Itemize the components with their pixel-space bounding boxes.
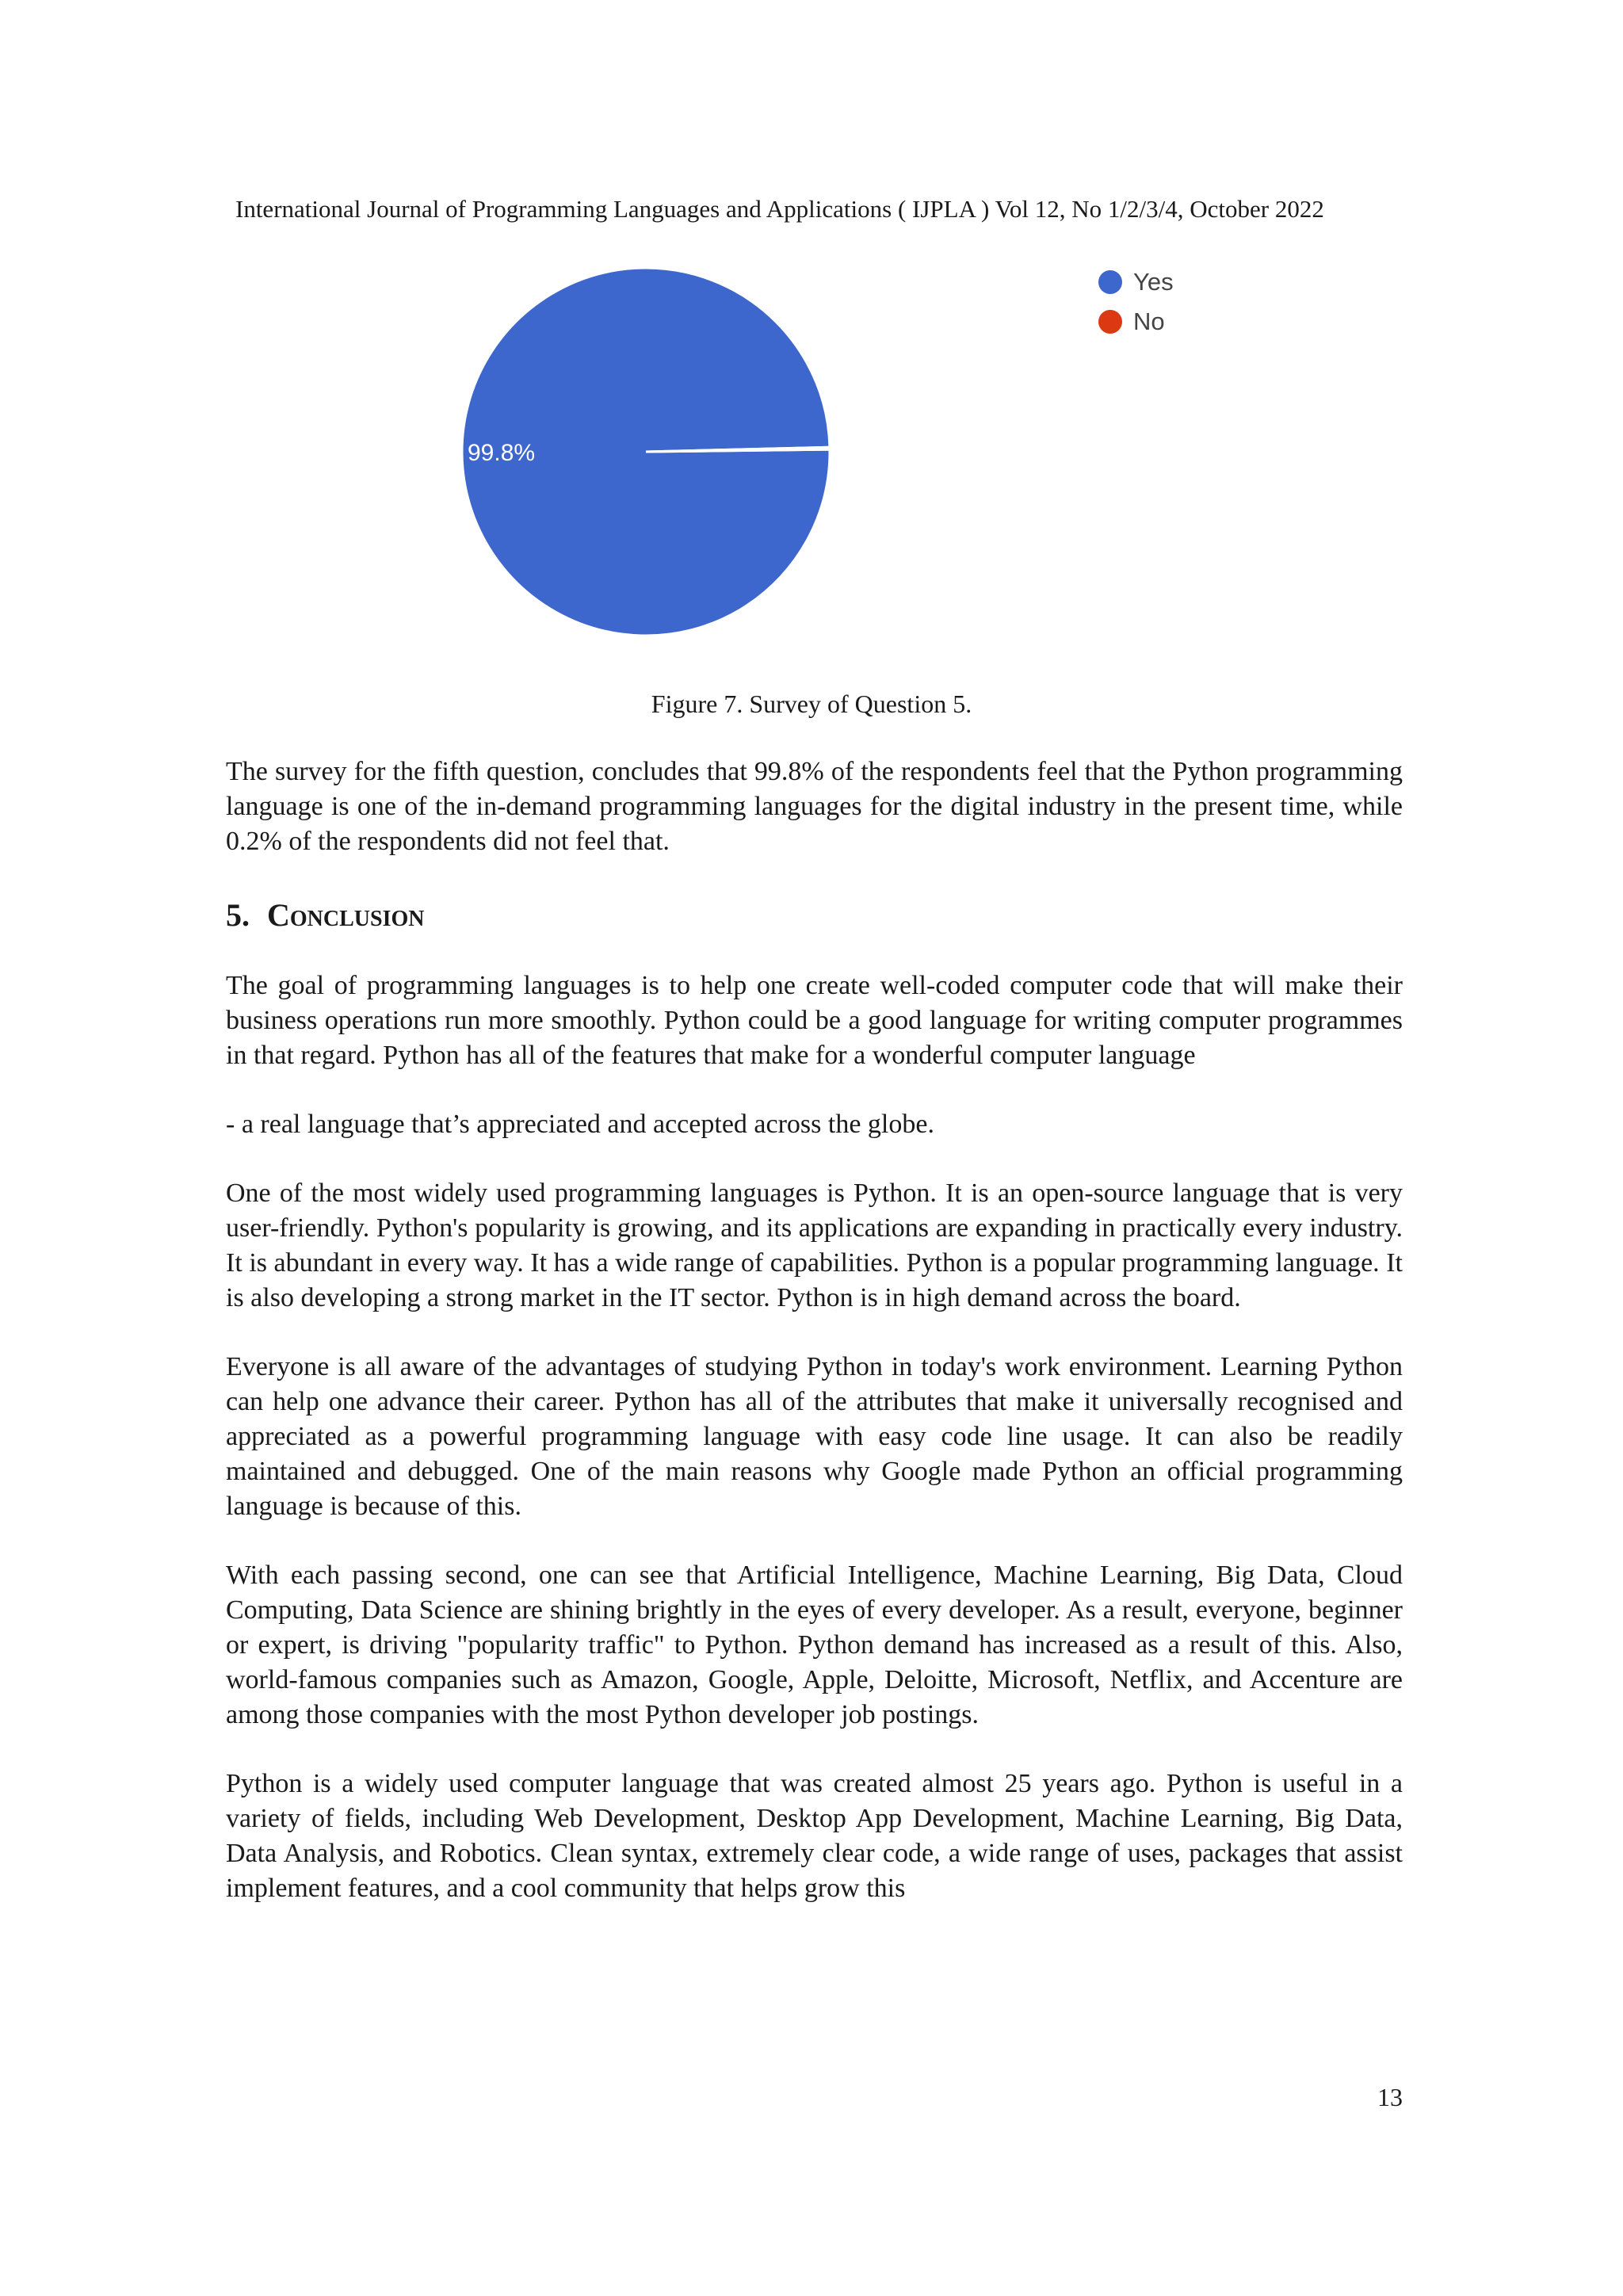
page-number: 13 (1377, 2083, 1403, 2111)
figure-caption: Figure 7. Survey of Question 5. (651, 690, 972, 718)
legend-swatch-yes (1098, 270, 1122, 294)
legend-label-yes: Yes (1133, 268, 1174, 296)
section-title: Conclusion (267, 897, 425, 933)
body-text (226, 755, 1403, 1940)
paragraph-survey: The survey for the fifth question, concludes that 99.8% of the respondents feel that the Python programming language is one of the in-demand programming languages for the digital industry in the present time, while 0.2% of the respondents did not feel that. (226, 757, 1403, 856)
section-number: 5. (226, 897, 250, 933)
pie-slice-label-yes: 99.8% (468, 440, 536, 466)
figure-7 (444, 258, 1236, 670)
paragraph-conclusion-3: One of the most widely used programming languages is Python. It is an open-source language that is very user-friendly. Python's popularity is growing, and its applications are expanding in practically every industry. It is abundant in every way. It has a wide range of capabilities. Python is a popular programming language. It is also developing a strong market in the IT sector. Python is in high demand across the board. (226, 1179, 1403, 1312)
paragraph-conclusion-4: Everyone is all aware of the advantages of studying Python in today's work environment. Learning Python can help one advance their career. Python has all of the attributes that make it universally recognised and appreciated as a powerful programming language with easy code line usage. It can also be readily maintained and debugged. One of the main reasons why Google made Python an official programming language is because of this. (226, 1352, 1403, 1521)
legend-swatch-no (1098, 310, 1122, 334)
paragraph-conclusion-6: Python is a widely used computer language that was created almost 25 years ago. Python is useful in a variety of fields, including Web Development, Desktop App Development, Machine Learning, Big Data, Data Analysis, and Robotics. Clean syntax, extremely clear code, a wide range of uses, packages that assist implement features, and a cool community that helps grow this (226, 1769, 1403, 1903)
legend-label-no: No (1133, 308, 1165, 335)
chart-legend (1098, 262, 1174, 342)
section-heading (226, 893, 1403, 934)
pie-chart (444, 258, 888, 654)
paragraph-conclusion-5: With each passing second, one can see that Artificial Intelligence, Machine Learning, Big Data, Cloud Computing, Data Science are shining brightly in the eyes of every developer. As a result, everyone, beginner or expert, is driving "popularity traffic" to Python. Python demand has increased as a result of this. Also, world-famous companies such as Amazon, Google, Apple, Deloitte, Microsoft, Netflix, and Accenture are among those companies with the most Python developer job postings. (226, 1561, 1403, 1729)
running-header: International Journal of Programming Languages and Applications ( IJPLA ) Vol 12, No 1/2/3/4, October 2022 (235, 195, 1324, 223)
legend-item-no (1098, 302, 1174, 342)
legend-item-yes (1098, 262, 1174, 302)
paragraph-conclusion-1: The goal of programming languages is to help one create well-coded computer code that will make their business operations run more smoothly. Python could be a good language for writing computer programmes in that regard. Python has all of the features that make for a wonderful computer language (226, 971, 1403, 1070)
paragraph-conclusion-2: - a real language that’s appreciated and accepted across the globe. (226, 1110, 934, 1139)
